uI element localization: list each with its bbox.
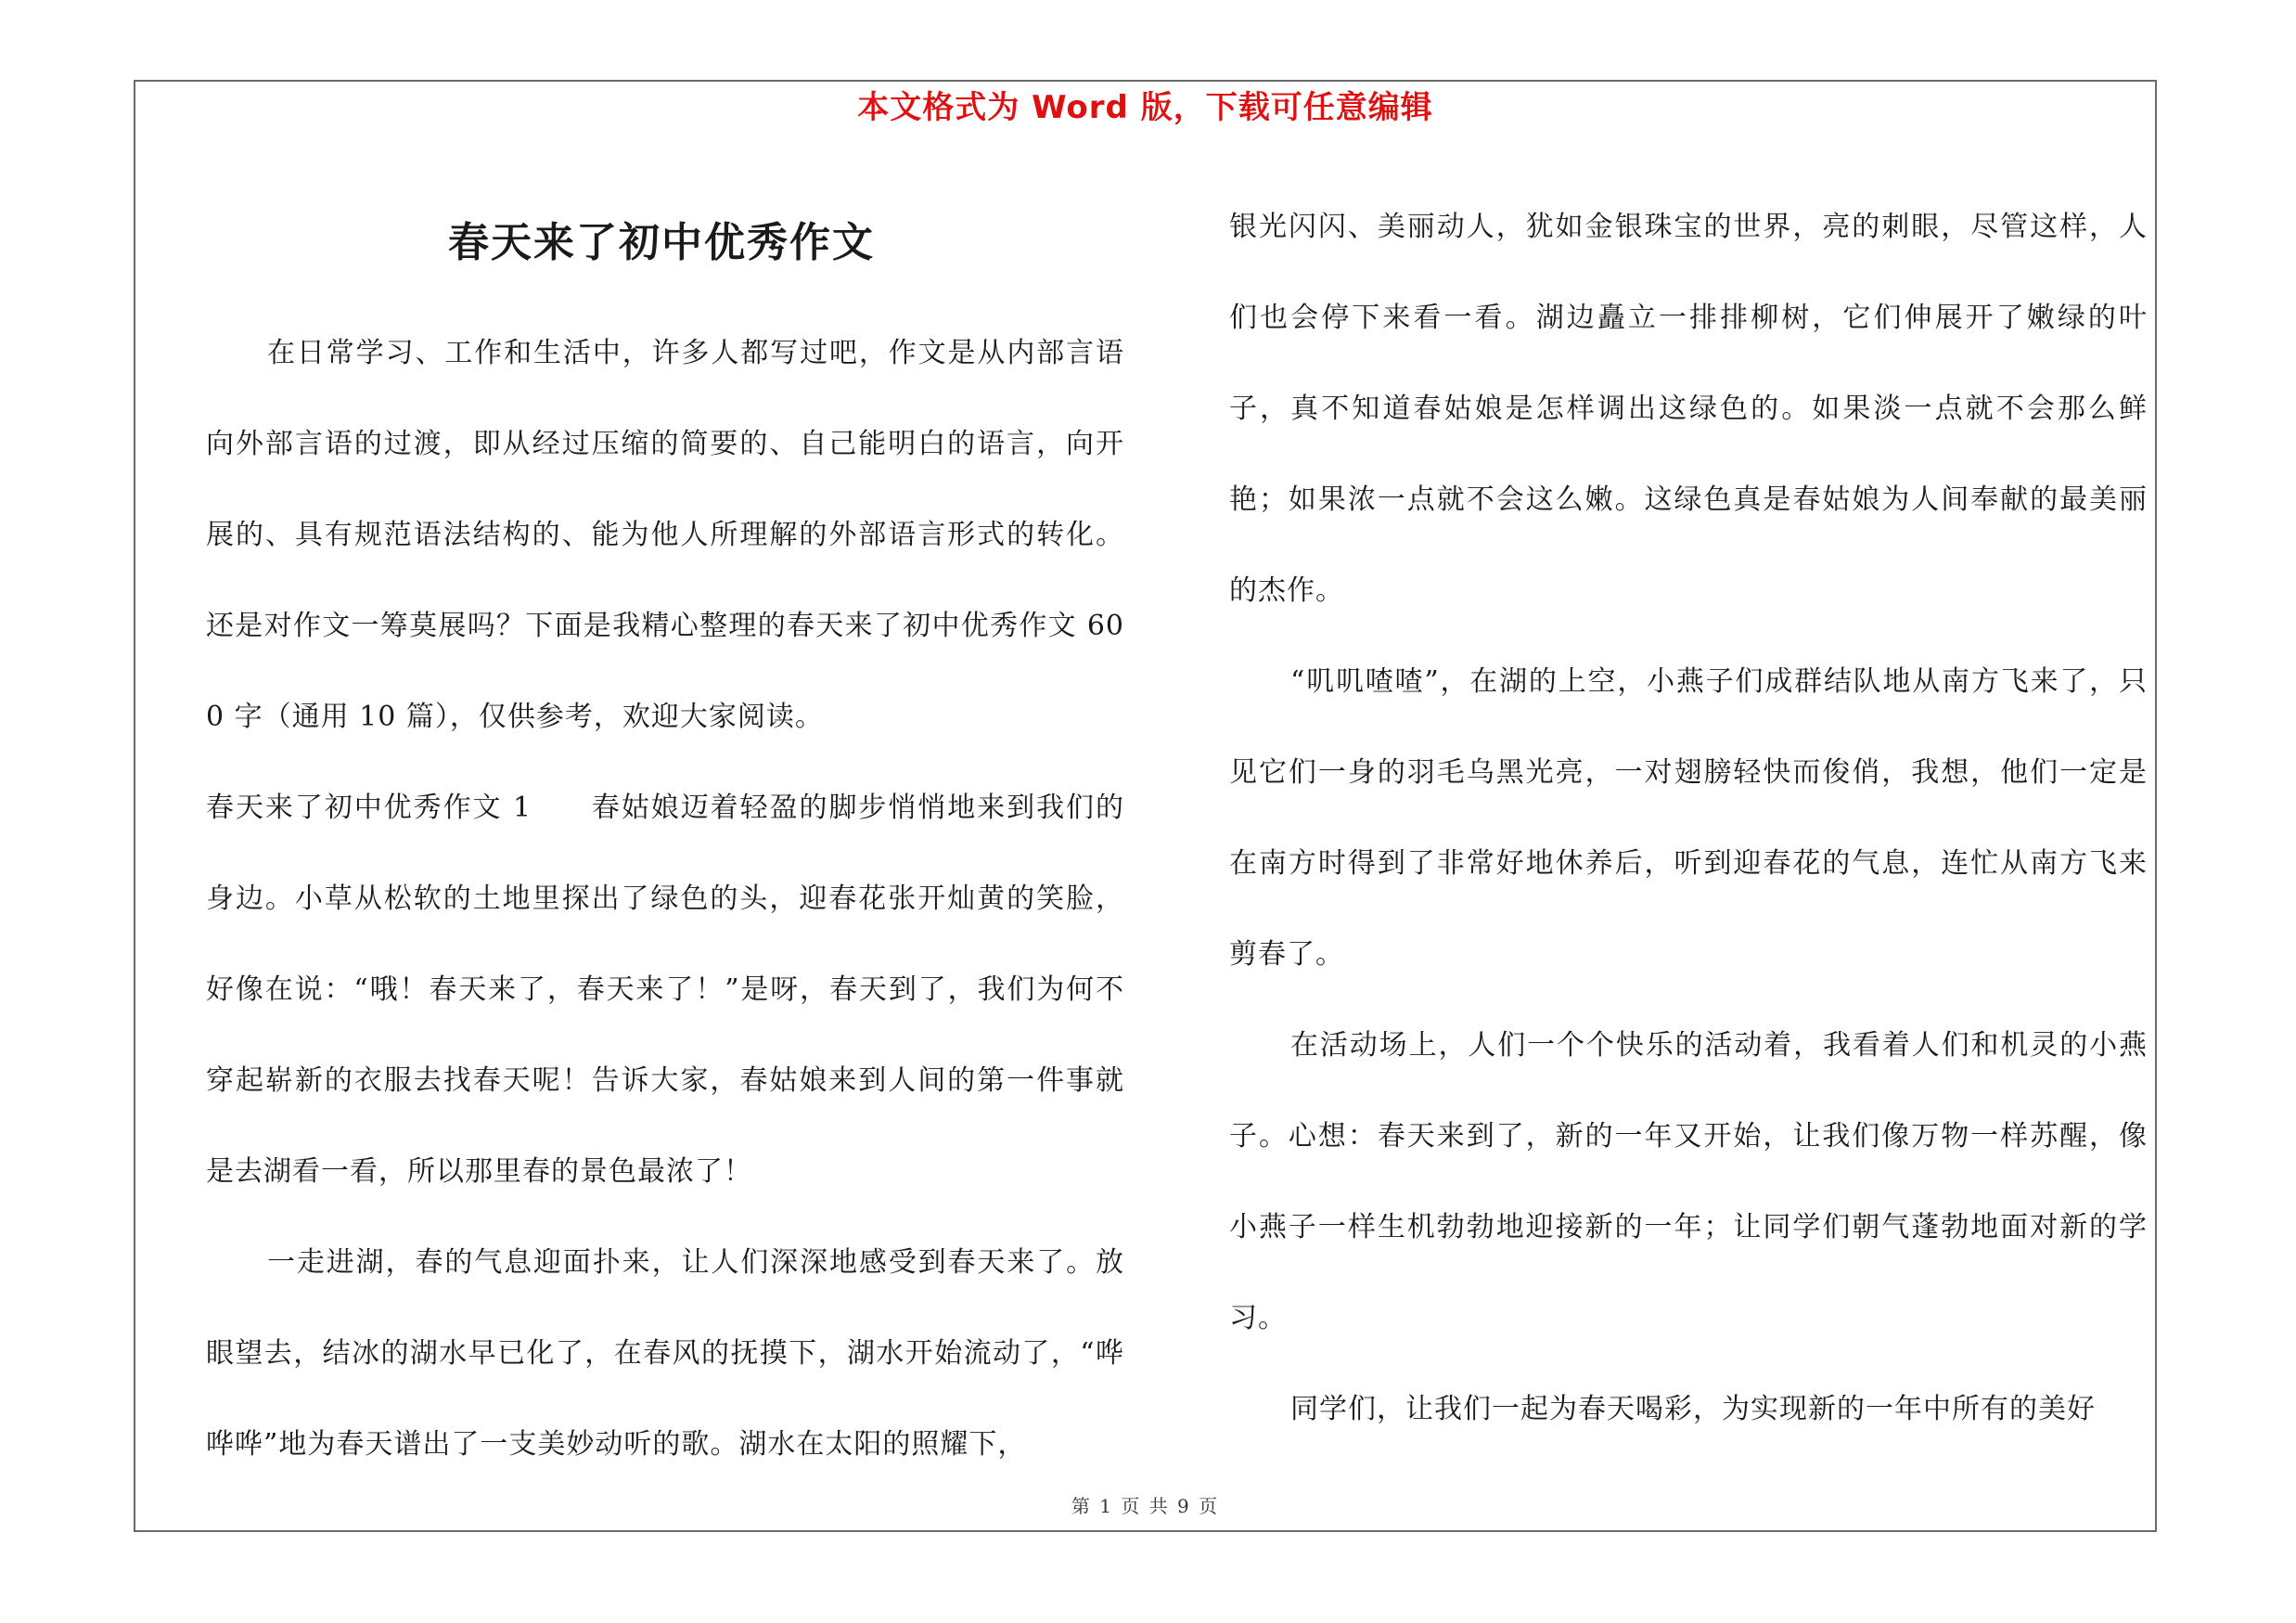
- format-banner: 本文格式为 Word 版，下载可任意编辑: [857, 89, 1433, 126]
- paragraph-playground: 在活动场上，人们一个个快乐的活动着，我看着人们和机灵的小燕子。心想：春天来到了，新的一年又开始，让我们像万物一样苏醒，像小燕子一样生机勃勃地迎接新的一年；让同学们朝气蓬勃地面对新的学习。: [1229, 1029, 2148, 1334]
- right-column: [1229, 182, 2148, 1455]
- paragraph-closing: 同学们，让我们一起为春天喝彩，为实现新的一年中所有的美好: [1290, 1393, 2096, 1425]
- paragraph-intro: 在日常学习、工作和生活中，许多人都写过吧，作文是从内部言语向外部言语的过渡，即从经过压缩的简要的、自己能明白的语言，向开展的、具有规范语法结构的、能为他人所理解的外部语言形式的转化。还是对作文一筹莫展吗？下面是我精心整理的春天来了初中优秀作文 600 字（通用 10 篇），仅供参考，欢迎大家阅读。: [206, 337, 1124, 733]
- paragraph-lake: 一走进湖，春的气息迎面扑来，让人们深深地感受到春天来了。放眼望去，结冰的湖水早已化了，在春风的抚摸下，湖水开始流动了，“哗哗哗”地为春天谱出了一支美妙动听的歌。湖水在太阳的照耀下，: [206, 1246, 1124, 1461]
- document-title: 春天来了初中优秀作文: [448, 219, 875, 266]
- left-column: [206, 186, 1124, 1490]
- paragraph-essay1-start: 春天来了初中优秀作文 1 春姑娘迈着轻盈的脚步悄悄地来到我们的身边。小草从松软的土地里探出了绿色的头，迎春花张开灿黄的笑脸，好像在说：“哦！春天来了，春天来了！”是呀，春天到了，我们为何不穿起崭新的衣服去找春天呢！告诉大家，春姑娘来到人间的第一件事就是去湖看一看，所以那里春的景色最浓了！: [206, 792, 1124, 1188]
- paragraph-swallows: “叽叽喳喳”，在湖的上空，小燕子们成群结队地从南方飞来了，只见它们一身的羽毛乌黑光亮，一对翅膀轻快而俊俏，我想，他们一定是在南方时得到了非常好地休养后，听到迎春花的气息，连忙从南方飞来剪春了。: [1229, 665, 2148, 971]
- page-footer: 第 1 页 共 9 页: [1071, 1495, 1220, 1517]
- paragraph-lake-continued: 银光闪闪、美丽动人，犹如金银珠宝的世界，亮的刺眼，尽管这样，人们也会停下来看一看。湖边矗立一排排柳树，它们伸展开了嫩绿的叶子，真不知道春姑娘是怎样调出这绿色的。如果淡一点就不会那么鲜艳；如果浓一点就不会这么嫩。这绿色真是春姑娘为人间奉献的最美丽的杰作。: [1229, 211, 2148, 607]
